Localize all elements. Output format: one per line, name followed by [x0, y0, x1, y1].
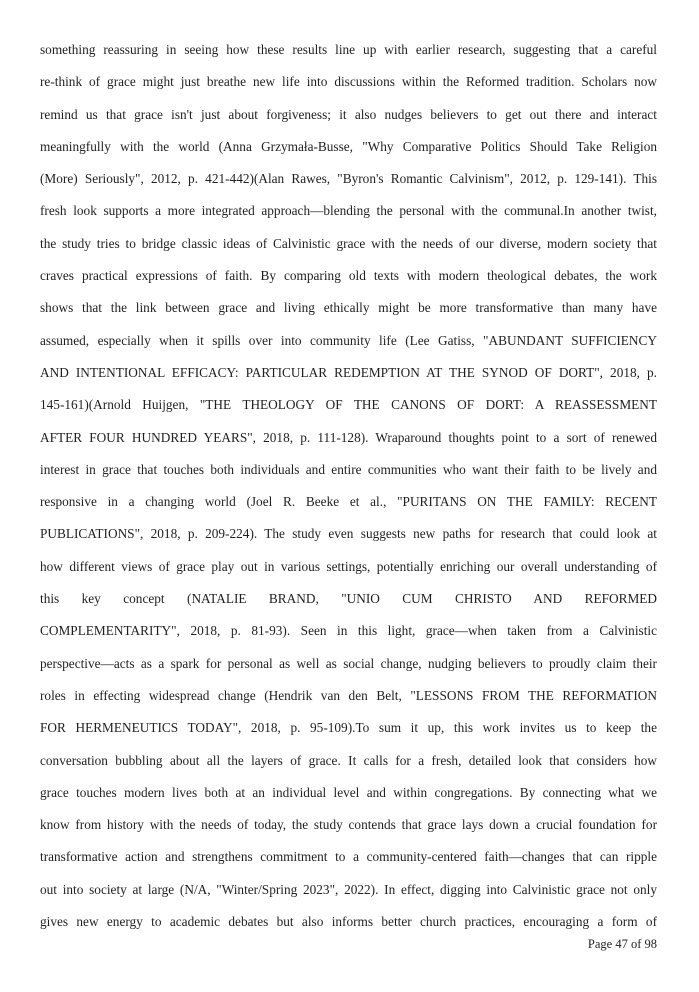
- text-line: (More) Seriously", 2012, p. 421-442)(Alan Rawes, "Byron's Romantic Calvinism", 2012, p. 129-141). This: [40, 171, 657, 187]
- text-line: know from history with the needs of today, the study contends that grace lays down a crucial foundation for: [40, 817, 657, 833]
- text-line: shows that the link between grace and living ethically might be more transformative than many have: [40, 300, 657, 316]
- text-line: the study tries to bridge classic ideas of Calvinistic grace with the needs of our diverse, modern society that: [40, 235, 657, 251]
- text-line: this key concept (NATALIE BRAND, "UNIO CUM CHRISTO AND REFORMED: [40, 591, 657, 607]
- text-line: grace touches modern lives both at an individual level and within congregations. By connecting what we: [40, 784, 657, 800]
- text-line: assumed, especially when it spills over into community life (Lee Gatiss, "ABUNDANT SUFFICIENCY: [40, 332, 657, 348]
- text-line: perspective—acts as a spark for personal as well as social change, nudging believers to proudly claim their: [40, 655, 657, 671]
- text-line: re-think of grace might just breathe new life into discussions within the Reformed tradition. Scholars now: [40, 74, 657, 90]
- text-line: AND INTENTIONAL EFFICACY: PARTICULAR REDEMPTION AT THE SYNOD OF DORT", 2018, p.: [40, 364, 657, 380]
- text-line: remind us that grace isn't just about forgiveness; it also nudges believers to get out there and interact: [40, 106, 657, 122]
- text-line: transformative action and strengthens commitment to a community-centered faith—changes that can ripple: [40, 849, 657, 865]
- text-line: AFTER FOUR HUNDRED YEARS", 2018, p. 111-128). Wraparound thoughts point to a sort of renewed: [40, 429, 657, 445]
- text-line: 145-161)(Arnold Huijgen, "THE THEOLOGY OF THE CANONS OF DORT: A REASSESSMENT: [40, 397, 657, 413]
- text-line: craves practical expressions of faith. By comparing old texts with modern theological debates, the work: [40, 268, 657, 284]
- text-line: roles in effecting widespread change (Hendrik van den Belt, "LESSONS FROM THE REFORMATION: [40, 687, 657, 703]
- body-text: [40, 34, 657, 938]
- text-line: how different views of grace play out in various settings, potentially enriching our overall understanding of: [40, 558, 657, 574]
- text-line: conversation bubbling about all the layers of grace. It calls for a fresh, detailed look that considers how: [40, 752, 657, 768]
- text-line: something reassuring in seeing how these results line up with earlier research, suggesting that a careful: [40, 42, 657, 57]
- text-line: fresh look supports a more integrated approach—blending the personal with the communal.In another twist,: [40, 203, 657, 219]
- text-line: interest in grace that touches both individuals and entire communities who want their faith to be lively and: [40, 461, 657, 477]
- page-number: Page 47 of 98: [587, 937, 657, 951]
- text-line: FOR HERMENEUTICS TODAY", 2018, p. 95-109).To sum it up, this work invites us to keep the: [40, 720, 657, 736]
- text-line: responsive in a changing world (Joel R. Beeke et al., "PURITANS ON THE FAMILY: RECENT: [40, 494, 657, 510]
- text-line: out into society at large (N/A, "Winter/Spring 2023", 2022). In effect, digging into Calvinistic grace not only: [40, 881, 657, 897]
- text-line: COMPLEMENTARITY", 2018, p. 81-93). Seen in this light, grace—when taken from a Calvinistic: [40, 623, 657, 639]
- text-line: gives new energy to academic debates but also informs better church practices, encouraging a form of: [40, 914, 657, 930]
- text-line: meaningfully with the world (Anna Grzymała-Busse, "Why Comparative Politics Should Take Religion: [40, 138, 657, 154]
- text-line: PUBLICATIONS", 2018, p. 209-224). The study even suggests new paths for research that could look at: [40, 526, 657, 542]
